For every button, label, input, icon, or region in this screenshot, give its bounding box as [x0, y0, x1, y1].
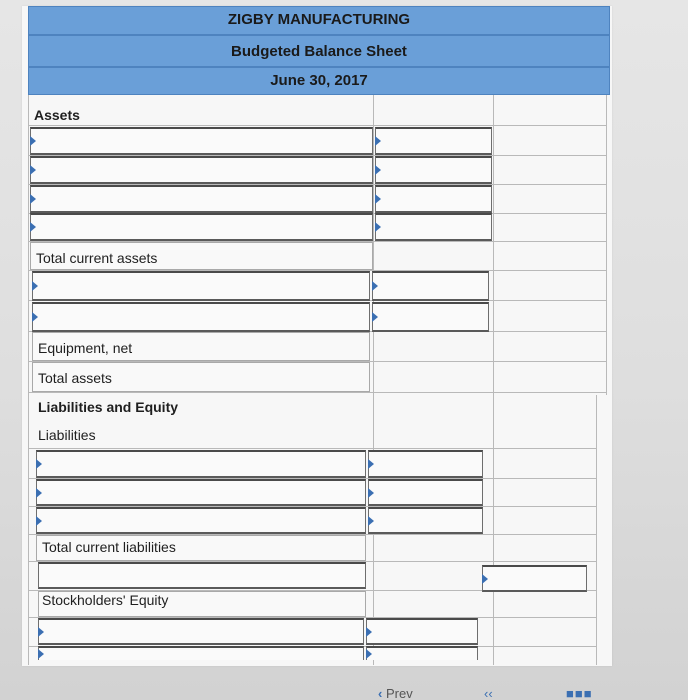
current-asset-2-label-select[interactable] — [30, 156, 373, 184]
equity-item-1-amount-input[interactable] — [366, 618, 478, 645]
total-liabilities-amount-input[interactable] — [482, 565, 587, 592]
current-asset-4-amount-input[interactable] — [375, 213, 492, 241]
long-term-asset-1-amount-input[interactable] — [372, 271, 489, 301]
grid-line — [28, 125, 606, 126]
prev-label: Prev — [385, 686, 413, 700]
equity-item-2-amount-input[interactable] — [366, 646, 478, 660]
total-assets-label: Total assets — [38, 370, 112, 386]
current-liability-1-amount-input[interactable] — [368, 450, 483, 478]
grid-line — [606, 95, 607, 395]
total-current-assets-label: Total current assets — [36, 250, 158, 266]
total-current-liabilities-label: Total current liabilities — [42, 539, 176, 555]
chevron-left-icon: ‹ — [378, 686, 383, 700]
long-term-asset-2-label-select[interactable] — [32, 302, 370, 332]
equity-item-2-label-select[interactable] — [38, 646, 364, 660]
equipment-net-label: Equipment, net — [38, 340, 133, 356]
current-asset-3-label-select[interactable] — [30, 185, 373, 213]
grid-line — [28, 95, 29, 665]
current-liability-3-label-select[interactable] — [36, 507, 366, 534]
current-asset-1-label-select[interactable] — [30, 127, 373, 155]
current-asset-1-amount-input[interactable] — [375, 127, 492, 155]
current-liability-3-amount-input[interactable] — [368, 507, 483, 534]
statement-date: June 30, 2017 — [28, 67, 610, 95]
grid-line — [28, 448, 596, 449]
statement-title: Budgeted Balance Sheet — [28, 35, 610, 67]
company-name: ZIGBY MANUFACTURING — [28, 6, 610, 35]
liabilities-and-equity-heading: Liabilities and Equity — [38, 399, 179, 415]
current-liability-1-label-select[interactable] — [36, 450, 366, 478]
assets-heading: Assets — [34, 107, 80, 123]
equity-item-1-label-select[interactable] — [38, 618, 364, 645]
long-term-asset-1-label-select[interactable] — [32, 271, 370, 301]
stockholders-equity-label: Stockholders' Equity — [42, 592, 169, 608]
page-dots: ‹‹ — [484, 686, 493, 700]
long-term-asset-2-amount-input[interactable] — [372, 302, 489, 332]
current-asset-2-amount-input[interactable] — [375, 156, 492, 184]
current-liability-2-amount-input[interactable] — [368, 479, 483, 506]
current-asset-3-amount-input[interactable] — [375, 185, 492, 213]
liabilities-subheading: Liabilities — [38, 427, 96, 443]
grid-line — [596, 395, 597, 665]
grid-line — [28, 392, 606, 393]
prev-button[interactable] — [378, 686, 413, 700]
current-asset-4-label-select[interactable] — [30, 213, 373, 241]
grid-line — [373, 95, 374, 665]
total-liabilities-label-select[interactable] — [38, 562, 366, 589]
current-liability-2-label-select[interactable] — [36, 479, 366, 506]
grid-icon[interactable]: ■■■ — [566, 686, 593, 700]
